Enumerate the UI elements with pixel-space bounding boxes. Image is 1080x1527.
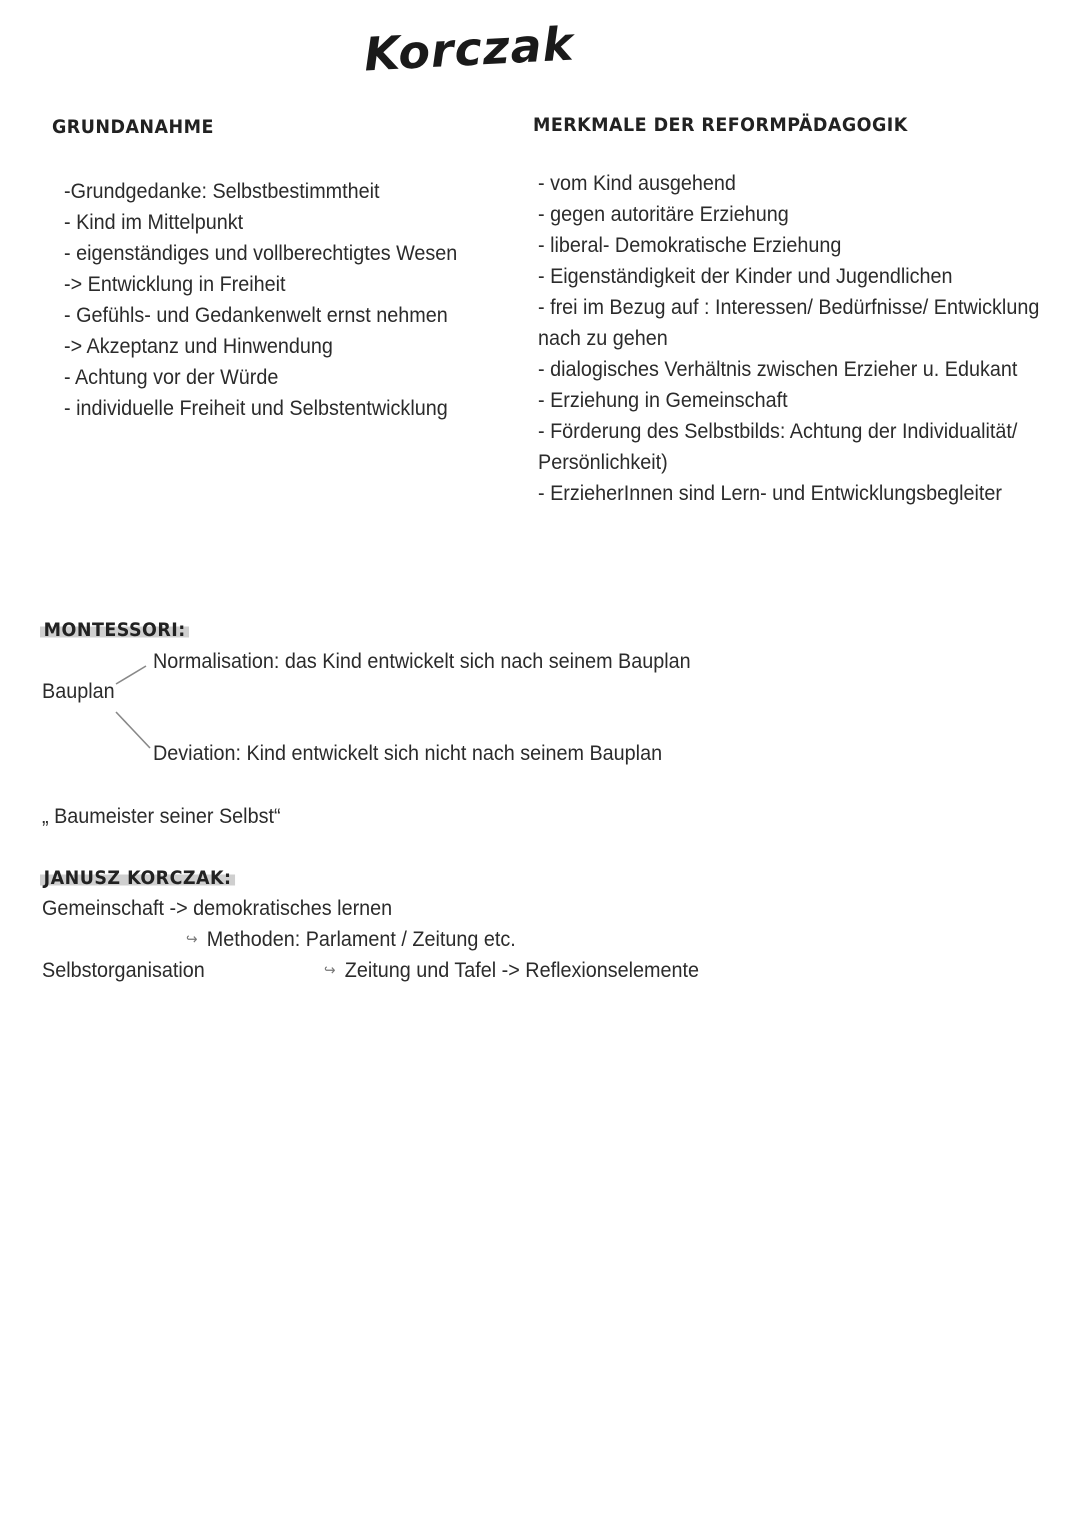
- list-item: - Förderung des Selbstbilds: Achtung der Individualität/: [538, 419, 1018, 443]
- korczak-line-selbstorganisation: Selbstorganisation: [42, 958, 205, 982]
- heading-janusz-korczak-text: JANUSZ KORCZAK:: [40, 867, 235, 889]
- heading-montessori: [40, 619, 189, 641]
- list-item: - Gefühls- und Gedankenwelt ernst nehmen: [64, 303, 448, 327]
- list-item: - Eigenständigkeit der Kinder und Jugendlichen: [538, 264, 953, 288]
- list-item: - Erziehung in Gemeinschaft: [538, 388, 788, 412]
- branch-normalisation: Normalisation: das Kind entwickelt sich nach seinem Bauplan: [153, 649, 691, 673]
- korczak-line-methoden: [186, 924, 516, 957]
- heading-grundanahme: GRUNDANAHME: [52, 116, 214, 138]
- merkmale-list: [538, 168, 1080, 509]
- bauplan-label: Bauplan: [42, 679, 115, 703]
- list-item: - frei im Bezug auf : Interessen/ Bedürfnisse/ Entwicklung: [538, 295, 1040, 319]
- heading-montessori-text: MONTESSORI:: [40, 619, 189, 641]
- branch-line-top: [116, 666, 146, 684]
- list-item: - Achtung vor der Würde: [64, 365, 279, 389]
- list-item: - ErzieherInnen sind Lern- und Entwicklungsbegleiter: [538, 481, 1002, 505]
- korczak-line-reflexion: [324, 955, 699, 988]
- list-item: -> Entwicklung in Freiheit: [64, 272, 286, 296]
- hook-arrow-icon: ↪: [186, 931, 198, 948]
- branch-deviation: Deviation: Kind entwickelt sich nicht nach seinem Bauplan: [153, 741, 663, 765]
- methoden-text: Methoden: Parlament / Zeitung etc.: [206, 927, 516, 951]
- page-title: Korczak: [362, 16, 576, 82]
- list-item: - liberal- Demokratische Erziehung: [538, 233, 842, 257]
- list-item: nach zu gehen: [538, 326, 668, 350]
- list-item: Persönlichkeit): [538, 450, 668, 474]
- heading-janusz-korczak: [40, 867, 235, 889]
- branch-line-bottom: [116, 712, 150, 748]
- list-item: - individuelle Freiheit und Selbstentwicklung: [64, 396, 448, 420]
- list-item: - eigenständiges und vollberechtigtes Wesen: [64, 241, 458, 265]
- list-item: -> Akzeptanz und Hinwendung: [64, 334, 333, 358]
- list-item: - vom Kind ausgehend: [538, 171, 736, 195]
- list-item: -Grundgedanke: Selbstbestimmtheit: [64, 179, 380, 203]
- list-item: - dialogisches Verhältnis zwischen Erzieher u. Edukant: [538, 357, 1018, 381]
- korczak-line-gemeinschaft: Gemeinschaft -> demokratisches lernen: [42, 896, 393, 920]
- reflexion-text: Zeitung und Tafel -> Reflexionselemente: [344, 958, 700, 982]
- heading-merkmale-reformpaedagogik: MERKMALE DER REFORMPÄDAGOGIK: [533, 114, 908, 136]
- quote-baumeister: „ Baumeister seiner Selbst“: [42, 804, 281, 828]
- list-item: - Kind im Mittelpunkt: [64, 210, 244, 234]
- list-item: - gegen autoritäre Erziehung: [538, 202, 789, 226]
- grundanahme-list: [64, 176, 491, 424]
- hook-arrow-icon: ↪: [324, 962, 336, 979]
